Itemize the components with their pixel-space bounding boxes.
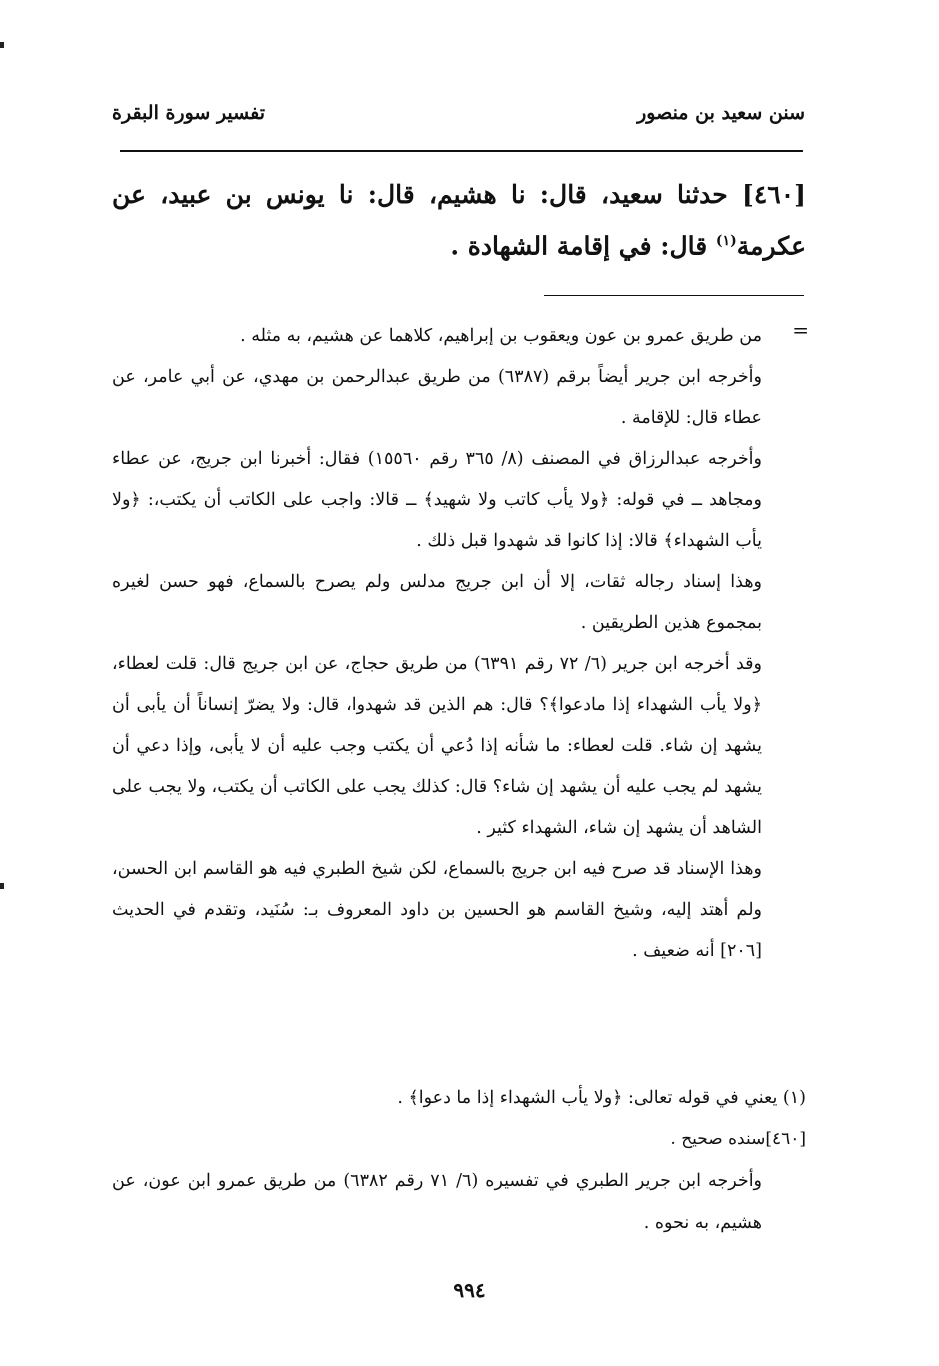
continuation-marker: = xyxy=(792,318,809,342)
takhrij-paragraph: وأخرجه ابن جرير الطبري في تفسيره (٦/ ٧١ رقم ٦٣٨٢) من طريق عمرو ابن عون، عن هشيم، به نحوه . xyxy=(112,1171,763,1233)
footnote-ref: (١) xyxy=(715,233,737,249)
footnote-paragraph: وهذا الإسناد قد صرح فيه ابن جريج بالسماع، لكن شيخ الطبري فيه هو القاسم ابن الحسن، ولم أهتد إليه، وشيخ القاسم هو الحسين بن داود المعروف بـ: سُنَيد، وتقدم في الحديث [٢٠٦] أنه ضعيف . xyxy=(112,859,762,961)
takhrij-text xyxy=(112,1160,762,1244)
takhrij-label: [٤٦٠]سنده صحيح . xyxy=(670,1129,806,1149)
footnote-continued xyxy=(112,316,762,972)
book-title: سنن سعيد بن منصور xyxy=(637,102,805,124)
footnote-paragraph: وقد أخرجه ابن جرير (٦/ ٧٢ رقم ٦٣٩١) من طريق حجاج، عن ابن جريج قال: قلت لعطاء، ﴿ولا يأب الشهداء إذا مادعوا﴾؟ قال: هم الذين قد شهدوا، قال: ولا يضرّ إنساناً أن يأبى أن يشهد إن شاء. قلت لعطاء: ما شأنه إذا دُعي أن يكتب وجب عليه أن لا يأبى، وإذا دعي أن يشهد لم يجب عليه أن يشهد إن شاء؟ قال: كذلك يجب على الكاتب أن يكتب، ولا يجب على الشاهد أن يشهد إن شاء، الشهداء كثير . xyxy=(112,654,763,838)
hadith-number: [٤٦٠] xyxy=(742,180,806,209)
footnote-paragraph: وهذا إسناد رجاله ثقات، إلا أن ابن جريج مدلس ولم يصرح بالسماع، فهو حسن لغيره بمجموع هذين الطريقين . xyxy=(112,572,762,633)
footnote-1: (١) يعني في قوله تعالى: ﴿ولا يأب الشهداء إذا ما دعوا﴾ . xyxy=(397,1088,806,1108)
footnote-paragraph: من طريق عمرو بن عون ويعقوب بن إبراهيم، كلاهما عن هشيم، به مثله . xyxy=(240,326,762,346)
footnote-divider xyxy=(544,295,804,296)
scan-mark xyxy=(0,883,4,889)
header-divider xyxy=(120,150,803,152)
footnote-paragraph: وأخرجه عبدالرزاق في المصنف (٨/ ٣٦٥ رقم ١٥٥٦٠) فقال: أخبرنا ابن جريج، عن عطاء ومجاهد ــ في قوله: ﴿ولا يأب كاتب ولا شهيد﴾ ــ قالا: واجب على الكاتب أن يكتب،: ﴿ولا يأب الشهداء﴾ قالا: إذا كانوا قد شهدوا قبل ذلك . xyxy=(112,449,762,551)
section-title: تفسير سورة البقرة xyxy=(112,102,266,124)
hadith-text xyxy=(112,172,806,269)
hadith-text-part-b: قال: في إقامة الشهادة . xyxy=(450,231,716,261)
hadith-text-part-a: حدثنا سعيد، قال: نا هشيم، قال: نا يونس بن عبيد، عن عكرمة xyxy=(112,180,806,261)
footnote-paragraph: وأخرجه ابن جرير أيضاً برقم (٦٣٨٧) من طريق عبدالرحمن بن مهدي، عن أبي عامر، عن عطاء قال: للإقامة . xyxy=(112,367,762,428)
scan-mark xyxy=(0,42,4,48)
page-number: ٩٩٤ xyxy=(453,1278,486,1302)
